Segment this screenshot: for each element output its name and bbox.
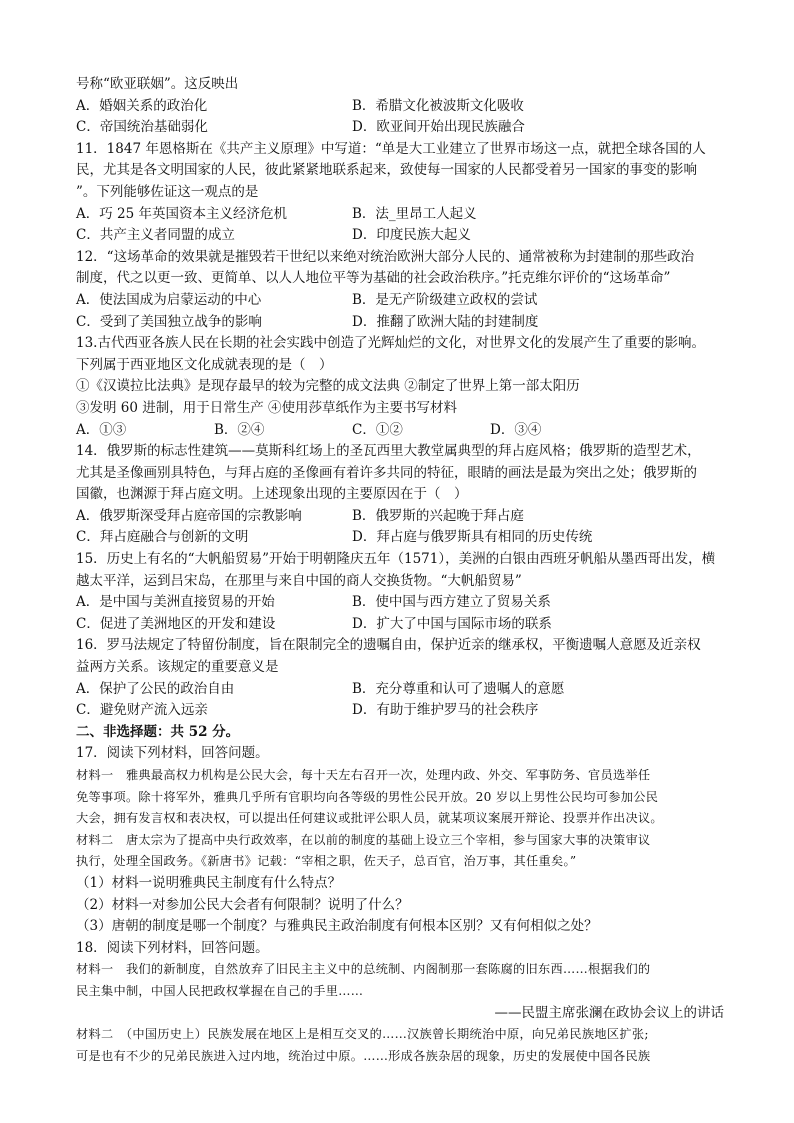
q17-material2-line2: 执行，处理全国政务。《新唐书》记载：“宰相之职，佐天子，总百官，治万事，其任重矣。” <box>76 854 577 869</box>
q15-options-row2 <box>76 614 724 636</box>
q17-stem: 17．阅读下列材料，回答问题。 <box>76 745 269 762</box>
q13-stem-line2: 下列属于西亚地区文化成就表现的是（ ） <box>76 356 333 373</box>
q10-option-b: B．希腊文化被波斯文化吸收 <box>352 97 524 114</box>
q11-option-a: A．巧 25 年英国资本主义经济危机 <box>76 205 288 222</box>
q17-material1-line1: 材料一 雅典最高权力机构是公民大会，每十天左右召开一次，处理内政、外交、军事防务、官员选举任 <box>76 768 651 782</box>
q17-part1: （1）材料一说明雅典民主制度有什么特点？ <box>76 874 342 891</box>
q17-material2-line1: 材料二 唐太宗为了提高中央行政效率，在以前的制度的基础上设立三个宰相，参与国家大事的决策审议 <box>76 832 651 847</box>
q13-options-row <box>76 420 724 442</box>
q11-stem-line2: 民，尤其是各文明国家的人民，彼此紧紧地联系起来，致使每一国家的人民都受着另一国家的事变的影响 <box>76 162 697 179</box>
q10-option-c: C．帝国统治基础弱化 <box>76 119 208 136</box>
q15-options-row1 <box>76 592 724 614</box>
q18-material1-line1: 材料一 我们的新制度，自然放弃了旧民主主义中的总统制、内阁制那一套陈腐的旧东西……根据我们的 <box>76 962 651 977</box>
q17-part3: （3）唐朝的制度是哪一个制度？与雅典民主政治制度有何根本区别？又有何相似之处？ <box>76 918 598 935</box>
section-2-heading: 二、非选择题：共 52 分。 <box>76 723 240 740</box>
q10-options-row1 <box>76 96 724 118</box>
q11-stem-line3: ”。下列能够佐证这一观点的是 <box>76 183 259 200</box>
q17-material1-line3: 大会，拥有发言权和表决权，可以提出任何建议或批评公职人员，就某项议案展开辩论、投票并作出决议。 <box>76 811 663 826</box>
q16-stem-line2: 益两方关系。该规定的重要意义是 <box>76 659 279 676</box>
q15-option-d: D．扩大了中国与国际市场的联系 <box>352 615 552 632</box>
q14-stem-line2: 尤其是圣像画别具特色，与拜占庭的圣像画有着许多共同的特征，眼睛的画法是最为突出之处；俄罗斯的 <box>76 464 697 481</box>
q16-option-b: B．充分尊重和认可了遗嘱人的意愿 <box>352 680 565 697</box>
q12-option-a: A．使法国成为启蒙运动的中心 <box>76 291 262 308</box>
q18-material2-line2: 可是也有不少的兄弟民族进入过内地，统治过中原。……形成各族杂居的现象，历史的发展使中国各民族 <box>76 1048 651 1063</box>
q12-stem-line1: 12．“这场革命的效果就是摧毁若干世纪以来绝对统治欧洲大部分人民的、通常被称为封建制的那些政治 <box>76 248 695 265</box>
q16-option-d: D．有助于维护罗马的社会秩序 <box>352 702 539 719</box>
q16-option-a: A．保护了公民的政治自由 <box>76 680 235 697</box>
q15-option-a: A．是中国与美洲直接贸易的开始 <box>76 594 275 611</box>
q12-options-row2 <box>76 312 724 334</box>
q10-option-d: D．欧亚间开始出现民族融合 <box>352 119 525 136</box>
q16-option-c: C．避免财产流入远亲 <box>76 702 208 719</box>
q10-option-a: A．婚姻关系的政治化 <box>76 97 208 114</box>
q16-stem-line1: 16．罗马法规定了特留份制度，旨在限制完全的遗嘱自由，保护近亲的继承权，平衡遗嘱人意愿及近亲权 <box>76 637 701 654</box>
q12-options-row1 <box>76 290 724 312</box>
q10-stem-cont: 号称“欧亚联姻”。这反映出 <box>76 76 239 92</box>
q14-stem-line1: 14．俄罗斯的标志性建筑——莫斯科红场上的圣瓦西里大教堂属典型的拜占庭风格；俄罗斯的造型艺术， <box>76 443 701 460</box>
q16-options-row1 <box>76 679 724 701</box>
q15-option-b: B．使中国与西方建立了贸易关系 <box>352 594 551 611</box>
q18-material2-line1: 材料二 （中国历史上）民族发展在地区上是相互交叉的……汉族曾长期统治中原，向兄弟民族地区扩张; <box>76 1027 649 1042</box>
q16-options-row2 <box>76 700 724 722</box>
q12-option-b: B．是无产阶级建立政权的尝试 <box>352 291 538 308</box>
q13-option-c: C．①② <box>352 421 403 438</box>
q17-material1-line2: 免等事项。除十将军外，雅典几乎所有官职均向各等级的男性公民开放。20 岁以上男性公民均可参加公民 <box>76 789 659 804</box>
exam-page <box>76 74 724 1067</box>
q14-options-row2 <box>76 527 724 549</box>
q11-option-d: D．印度民族大起义 <box>352 227 471 244</box>
q11-stem-line1: 11．1847 年恩格斯在《共产主义原理》中写道：“单是大工业建立了世界市场这一点，就把全球各国的人 <box>76 140 706 157</box>
q18-material1-source: ——民盟主席张澜在政协会议上的讲话 <box>494 1004 724 1021</box>
q13-statement-3-4: ③发明 60 进制，用于日常生产 ④使用莎草纸作为主要书写材料 <box>76 399 458 416</box>
q11-option-c: C．共产主义者同盟的成立 <box>76 227 235 244</box>
q10-options-row2 <box>76 117 724 139</box>
q15-stem-line1: 15．历史上有名的“大帆船贸易”开始于明朝隆庆五年（1571），美洲的白银由西班牙帆船从墨西哥出发，横 <box>76 551 716 568</box>
q13-statement-1-2: ①《汉谟拉比法典》是现存最早的较为完整的成文法典 ②制定了世界上第一部太阳历 <box>76 378 580 395</box>
q13-option-a: A．①③ <box>76 421 127 438</box>
q12-option-d: D．推翻了欧洲大陆的封建制度 <box>352 313 539 330</box>
q17-part2: （2）材料一对参加公民大会者有何限制？说明了什么？ <box>76 896 409 913</box>
q15-option-c: C．促进了美洲地区的开发和建设 <box>76 615 276 632</box>
q13-option-b: B．②④ <box>214 421 265 438</box>
q11-options-row1 <box>76 204 724 226</box>
q11-options-row2 <box>76 225 724 247</box>
q14-option-c: C．拜占庭融合与创新的文明 <box>76 529 249 546</box>
q12-stem-line2: 制度，代之以更一致、更简单、以人人地位平等为基础的社会政治秩序。”托克维尔评价的“这场革命” <box>76 270 671 287</box>
q12-option-c: C．受到了美国独立战争的影响 <box>76 313 262 330</box>
q13-option-d: D．③④ <box>490 421 542 438</box>
q13-stem-line1: 13.古代西亚各族人民在长期的社会实践中创造了光辉灿烂的文化，对世界文化的发展产生了重要的影响。 <box>76 335 705 352</box>
q14-options-row1 <box>76 506 724 528</box>
q14-option-a: A．俄罗斯深受拜占庭帝国的宗教影响 <box>76 507 302 524</box>
q14-option-d: D．拜占庭与俄罗斯具有相同的历史传统 <box>352 529 593 546</box>
q18-material1-line2: 民主集中制，中国人民把政权掌握在自己的手里…… <box>76 983 364 998</box>
q14-stem-line3: 国徽，也渊源于拜占庭文明。上述现象出现的主要原因在于（ ） <box>76 486 468 503</box>
q14-option-b: B．俄罗斯的兴起晚于拜占庭 <box>352 507 524 524</box>
q18-stem: 18．阅读下列材料，回答问题。 <box>76 939 269 956</box>
q11-option-b: B．法_里昂工人起义 <box>352 205 477 222</box>
q15-stem-line2: 越太平洋，运到吕宋岛，在那里与来自中国的商人交换货物。“大帆船贸易” <box>76 572 522 589</box>
